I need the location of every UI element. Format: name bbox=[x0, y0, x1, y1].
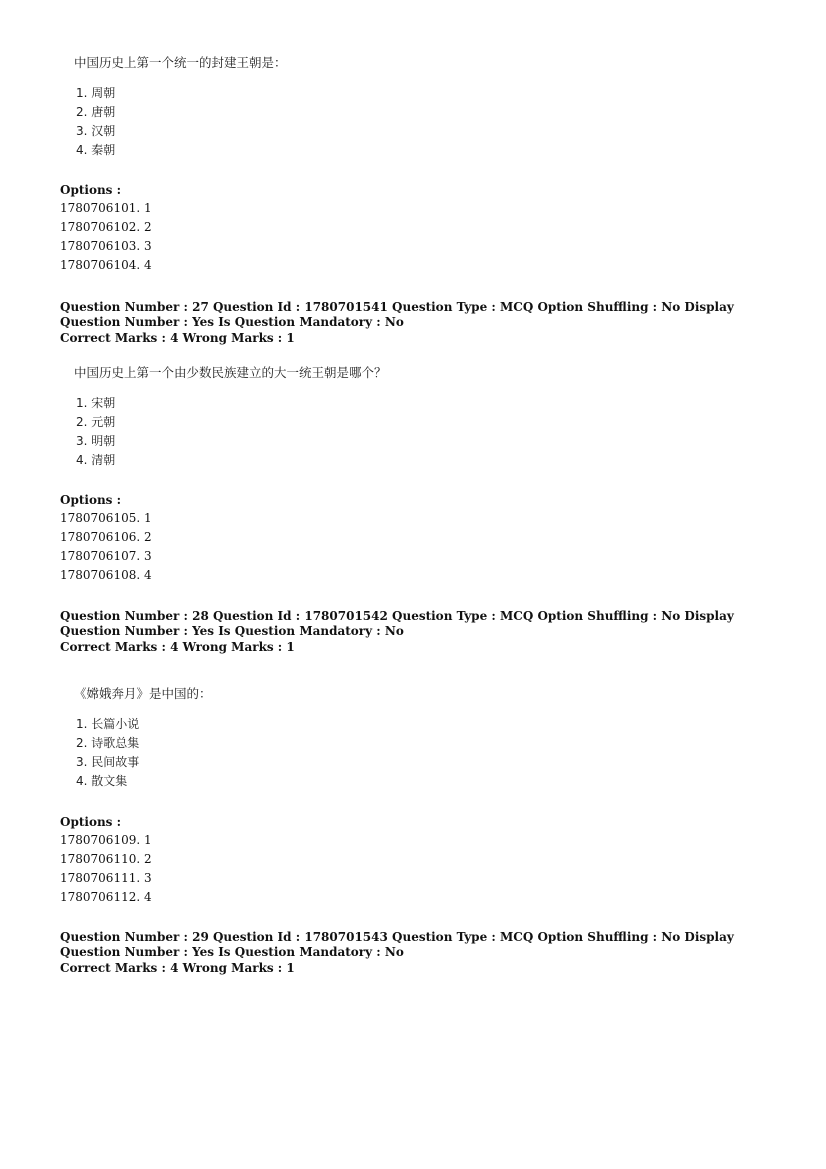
options-label: Options : bbox=[60, 493, 122, 507]
question-text: 中国历史上第一个由少数民族建立的大一统王朝是哪个？ bbox=[74, 365, 387, 380]
option-id: 1780706104. 4 bbox=[60, 258, 152, 272]
question-marks: Correct Marks : 4 Wrong Marks : 1 bbox=[60, 640, 295, 654]
question-28-body bbox=[60, 685, 760, 791]
question-metadata: Question Number : 27 Question Id : 1780701541 Question Type : MCQ Option Shuffling : No Display Question Number : Yes Is Question Mandatory : No bbox=[60, 300, 734, 329]
question-27-options bbox=[60, 492, 760, 585]
options-list bbox=[60, 199, 760, 275]
question-marks: Correct Marks : 4 Wrong Marks : 1 bbox=[60, 331, 295, 345]
choice-item: 1. 周朝 bbox=[76, 86, 116, 100]
answer-choices bbox=[60, 715, 760, 791]
option-id: 1780706110. 2 bbox=[60, 852, 152, 866]
options-label: Options : bbox=[60, 815, 122, 829]
choice-item: 1. 长篇小说 bbox=[76, 717, 140, 731]
option-id: 1780706102. 2 bbox=[60, 220, 152, 234]
question-metadata: Question Number : 29 Question Id : 1780701543 Question Type : MCQ Option Shuffling : No Display Question Number : Yes Is Question Mandatory : No bbox=[60, 930, 734, 959]
choice-item: 3. 民间故事 bbox=[76, 755, 140, 769]
choice-item: 2. 唐朝 bbox=[76, 105, 116, 119]
choice-item: 4. 散文集 bbox=[76, 774, 128, 788]
choice-item: 3. 汉朝 bbox=[76, 124, 116, 138]
question-29-header bbox=[60, 930, 760, 976]
options-list bbox=[60, 509, 760, 585]
option-id: 1780706105. 1 bbox=[60, 511, 152, 525]
question-27-header bbox=[60, 300, 760, 346]
option-id: 1780706112. 4 bbox=[60, 890, 152, 904]
question-26-body bbox=[60, 54, 760, 160]
question-text: 中国历史上第一个统一的封建王朝是： bbox=[74, 55, 287, 70]
option-id: 1780706109. 1 bbox=[60, 833, 152, 847]
options-label: Options : bbox=[60, 183, 122, 197]
option-id: 1780706111. 3 bbox=[60, 871, 152, 885]
choice-item: 2. 诗歌总集 bbox=[76, 736, 140, 750]
question-text: 《嫦娥奔月》是中国的： bbox=[74, 686, 212, 701]
option-id: 1780706107. 3 bbox=[60, 549, 152, 563]
options-list bbox=[60, 831, 760, 907]
question-28-header bbox=[60, 609, 760, 655]
option-id: 1780706103. 3 bbox=[60, 239, 152, 253]
option-id: 1780706108. 4 bbox=[60, 568, 152, 582]
choice-item: 4. 清朝 bbox=[76, 453, 116, 467]
question-metadata: Question Number : 28 Question Id : 1780701542 Question Type : MCQ Option Shuffling : No Display Question Number : Yes Is Question Mandatory : No bbox=[60, 609, 734, 638]
choice-item: 2. 元朝 bbox=[76, 415, 116, 429]
question-marks: Correct Marks : 4 Wrong Marks : 1 bbox=[60, 961, 295, 975]
answer-choices bbox=[60, 84, 760, 160]
answer-choices bbox=[60, 394, 760, 470]
question-28-options bbox=[60, 814, 760, 907]
option-id: 1780706101. 1 bbox=[60, 201, 152, 215]
choice-item: 3. 明朝 bbox=[76, 434, 116, 448]
choice-item: 1. 宋朝 bbox=[76, 396, 116, 410]
question-26-options bbox=[60, 182, 760, 275]
choice-item: 4. 秦朝 bbox=[76, 143, 116, 157]
option-id: 1780706106. 2 bbox=[60, 530, 152, 544]
question-27-body bbox=[60, 364, 760, 470]
